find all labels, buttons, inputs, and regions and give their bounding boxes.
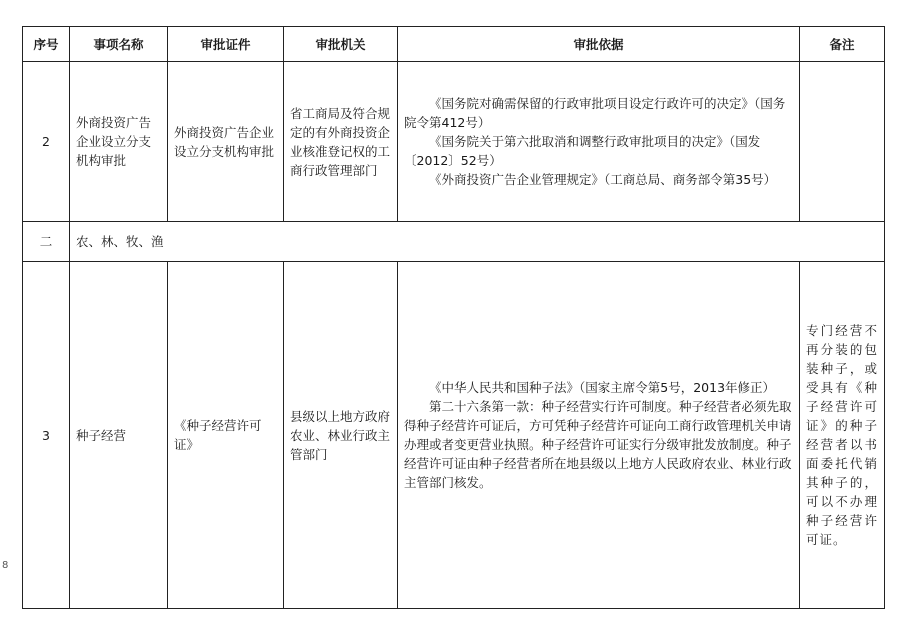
header-authority: 审批机关 bbox=[284, 27, 398, 62]
table-header-row bbox=[23, 27, 885, 62]
row-note: 专门经营不再分装的包装种子，或受具有《种子经营许可证》的种子经营者以书面委托代销其种子的，可以不办理种子经营许可证。 bbox=[800, 262, 885, 609]
basis-paragraph: 《国务院关于第六批取消和调整行政审批项目的决定》（国发〔2012〕52号） bbox=[404, 134, 761, 168]
row-certificate: 《种子经营许可证》 bbox=[168, 262, 284, 609]
header-note: 备注 bbox=[800, 27, 885, 62]
table-row bbox=[23, 62, 885, 222]
category-title: 农、林、牧、渔 bbox=[70, 222, 885, 262]
basis-paragraph: 第二十六条第一款：种子经营实行许可制度。种子经营者必须先取得种子经营许可证后，方可凭种子经营许可证向工商行政管理机关申请办理或者变更营业执照。种子经营许可证实行分级审批发放制度。种子经营许可证由种子经营者所在地县级以上地方人民政府农业、林业行政主管部门核发。 bbox=[404, 399, 792, 490]
row-no: 2 bbox=[23, 62, 70, 222]
header-item-name: 事项名称 bbox=[70, 27, 168, 62]
row-basis bbox=[398, 262, 800, 609]
row-no: 3 bbox=[23, 262, 70, 609]
row-note bbox=[800, 62, 885, 222]
header-certificate: 审批证件 bbox=[168, 27, 284, 62]
row-certificate: 外商投资广告企业设立分支机构审批 bbox=[168, 62, 284, 222]
row-authority: 县级以上地方政府农业、林业行政主管部门 bbox=[284, 262, 398, 609]
row-item-name: 种子经营 bbox=[70, 262, 168, 609]
row-authority: 省工商局及符合规定的有外商投资企业核准登记权的工商行政管理部门 bbox=[284, 62, 398, 222]
approval-items-table bbox=[22, 26, 885, 609]
header-basis: 审批依据 bbox=[398, 27, 800, 62]
category-no: 二 bbox=[23, 222, 70, 262]
basis-paragraph: 《中华人民共和国种子法》（国家主席令第5号，2013年修正） bbox=[429, 380, 776, 395]
row-item-name: 外商投资广告企业设立分支机构审批 bbox=[70, 62, 168, 222]
category-row bbox=[23, 222, 885, 262]
header-no: 序号 bbox=[23, 27, 70, 62]
page-edge-mark: 8 bbox=[2, 560, 9, 571]
table-row bbox=[23, 262, 885, 609]
basis-paragraph: 《国务院对确需保留的行政审批项目设定行政许可的决定》（国务院令第412号） bbox=[404, 96, 786, 130]
row-basis bbox=[398, 62, 800, 222]
basis-paragraph: 《外商投资广告企业管理规定》（工商总局、商务部令第35号） bbox=[429, 172, 777, 187]
